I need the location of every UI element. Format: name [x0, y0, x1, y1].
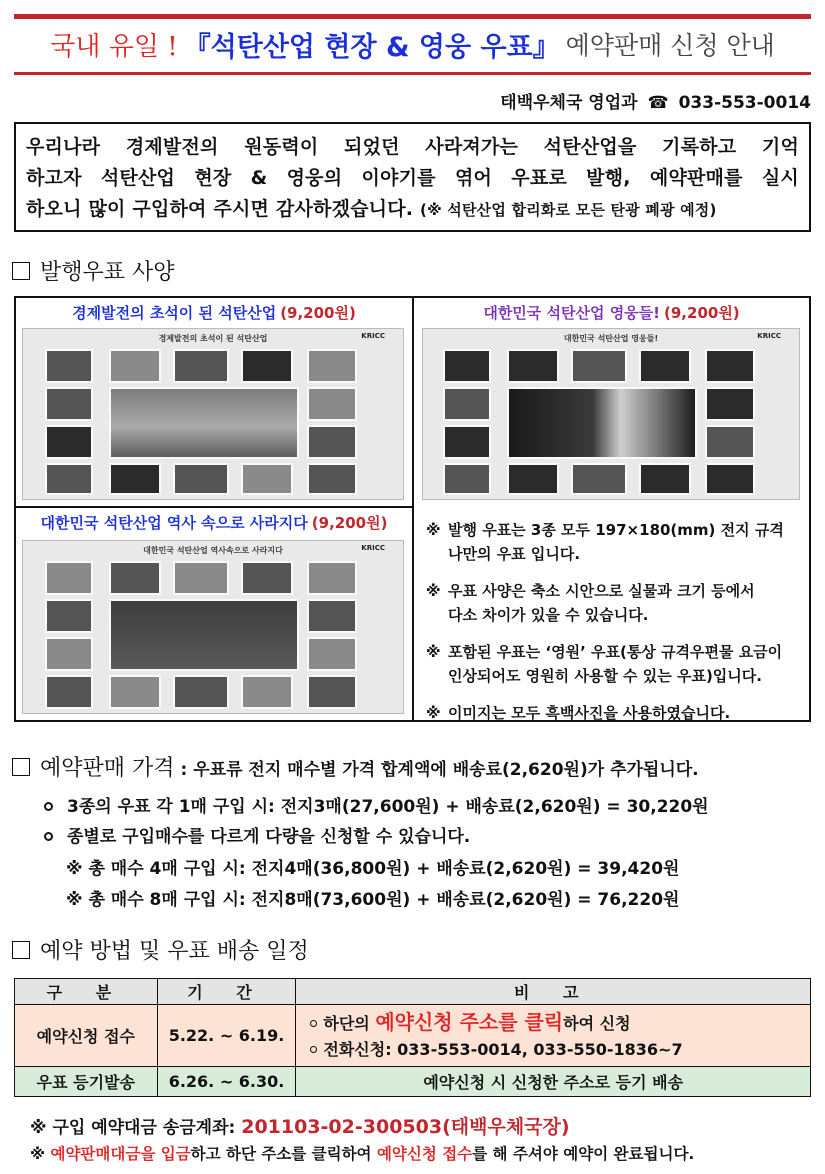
section-heading-spec: [12, 255, 175, 286]
checkbox-square-icon: [12, 758, 30, 776]
table-row: [15, 1067, 811, 1097]
bullet-circle-icon: [44, 802, 53, 811]
price-line: 3종의 우표 각 1매 구입 시: 전지3매(27,600원) + 배송료(2,620원) = 30,220원: [44, 792, 709, 817]
stamp-thumb: [639, 463, 691, 495]
table-row: [15, 1005, 811, 1067]
stamp-thumb: [307, 599, 357, 633]
stamp-thumb: [173, 349, 229, 383]
stamp-thumb: [241, 675, 293, 709]
sheet-center-photo: [109, 599, 299, 671]
stamp-thumb: [45, 561, 93, 595]
phone-number: 033-553-0014: [678, 93, 811, 113]
stamp-thumb: [507, 349, 559, 383]
stamp-thumb: [443, 387, 491, 421]
stamp-thumb: [109, 561, 161, 595]
stamp-thumb: [173, 463, 229, 495]
sheet-title: 대한민국 석탄산업 역사 속으로 사라지다 (9,200원): [40, 513, 388, 532]
reference-mark-icon: ※: [426, 643, 441, 661]
contact-line: [500, 88, 811, 113]
reference-mark-icon: ※: [30, 1145, 46, 1163]
table-header-cell: 기 간: [157, 979, 296, 1005]
stamp-thumb: [45, 349, 93, 383]
stamp-thumb: [307, 561, 357, 595]
sheet-center-photo: [507, 387, 697, 459]
intro-line-2: 하고자 석탄산업 현장 & 영웅의 이야기를 엮어 우표로 발행, 예약판매를 실시: [26, 167, 799, 189]
spec-note: ※ 우표 사양은 축소 시안으로 실물과 크기 등에서 다소 차이가 있을 수 있습니다.: [426, 579, 806, 627]
bullet-circle-icon: [310, 1046, 317, 1053]
stamp-sheet-image: [22, 328, 404, 500]
sheet-caption: 대한민국 석탄산업 역사속으로 사라지다: [143, 546, 283, 555]
page-title: [14, 22, 811, 66]
footer-instruction: ※ 예약판매대금을 입금하고 하단 주소를 클릭하여 예약신청 접수를 해 주셔야 예약이 완료됩니다.: [30, 1145, 695, 1163]
reservation-link[interactable]: 예약신청 주소를 클릭: [375, 1009, 564, 1034]
bank-account: 201103-02-300503(태백우체국장): [241, 1116, 570, 1138]
section-heading-schedule: [12, 934, 309, 965]
sheet-caption: 경제발전의 초석이 된 석탄산업: [158, 334, 268, 343]
stamp-thumb: [45, 599, 93, 633]
stamp-sheet-2: [414, 298, 809, 506]
stamp-thumb: [45, 425, 93, 459]
stamp-spec-grid: [14, 296, 811, 722]
top-rule: [14, 14, 811, 19]
sheet-caption: 대한민국 석탄산업 영웅들!: [563, 334, 659, 343]
stamp-sheet-1: [16, 298, 412, 506]
table-header-row: [15, 979, 811, 1005]
sheet-logo: KRICC: [361, 544, 385, 552]
intro-note: (※ 석탄산업 합리화로 모든 탄광 폐광 예정): [420, 201, 717, 219]
spec-note: ※ 포함된 우표는 ‘영원’ 우표(통상 규격우편물 요금이 인상되어도 영원히 사용할 수 있는 우표)입니다.: [426, 640, 806, 688]
bullet-circle-icon: [310, 1020, 317, 1027]
stamp-thumb: [443, 349, 491, 383]
stamp-thumb: [307, 425, 357, 459]
stamp-thumb: [109, 463, 161, 495]
section-title: 발행우표 사양: [40, 260, 175, 285]
sheet-title: 경제발전의 초석이 된 석탄산업 (9,200원): [72, 303, 356, 322]
office-name: 태백우체국 영업과: [500, 93, 638, 113]
stamp-thumb: [307, 637, 357, 671]
table-cell: 우표 등기발송: [15, 1067, 158, 1097]
title-prefix: 국내 유일 !: [50, 31, 178, 62]
stamp-thumb: [307, 463, 357, 495]
stamp-thumb: [705, 425, 755, 459]
stamp-thumb: [705, 387, 755, 421]
price-line: 종별로 구입매수를 다르게 다량을 신청할 수 있습니다.: [44, 822, 470, 847]
title-underline: [14, 72, 811, 75]
schedule-table: [14, 978, 811, 1097]
telephone-icon: ☎: [647, 93, 669, 113]
intro-box: [14, 122, 811, 232]
stamp-thumb: [507, 463, 559, 495]
stamp-thumb: [45, 463, 93, 495]
stamp-thumb: [307, 387, 357, 421]
price-line: ※ 총 매수 4매 구입 시: 전지4매(36,800원) + 배송료(2,620원) = 39,420원: [66, 859, 680, 879]
sheet-logo: KRICC: [361, 332, 385, 340]
stamp-thumb: [241, 349, 293, 383]
table-header-cell: 구 분: [15, 979, 158, 1005]
stamp-thumb: [307, 349, 357, 383]
table-cell: 예약신청 시 신청한 주소로 등기 배송: [296, 1067, 811, 1097]
stamp-thumb: [173, 561, 229, 595]
stamp-thumb: [241, 463, 293, 495]
sheet-title: 대한민국 석탄산업 영웅들! (9,200원): [483, 303, 740, 322]
table-cell: 예약신청 접수: [15, 1005, 158, 1067]
stamp-thumb: [45, 637, 93, 671]
sheet-price: (9,200원): [280, 303, 356, 322]
stamp-sheet-3: [16, 508, 412, 720]
stamp-sheet-image: [22, 540, 404, 714]
stamp-sheet-image: [422, 328, 800, 500]
intro-line-3: 하오니 많이 구입하여 주시면 감사하겠습니다.: [26, 198, 414, 220]
sheet-logo: KRICC: [757, 332, 781, 340]
stamp-thumb: [571, 349, 627, 383]
stamp-thumb: [241, 561, 293, 595]
stamp-thumb: [173, 675, 229, 709]
spec-notes: [426, 518, 806, 738]
stamp-thumb: [45, 387, 93, 421]
spec-note: ※ 이미지는 모두 흑백사진을 사용하였습니다.: [426, 701, 806, 725]
stamp-thumb: [109, 675, 161, 709]
intro-line-1: 우리나라 경제발전의 원동력이 되었던 사라져가는 석탄산업을 기록하고 기억: [26, 136, 799, 158]
reference-mark-icon: ※: [426, 704, 441, 722]
section-title: 예약판매 가격: [40, 756, 175, 781]
table-cell: 하단의 예약신청 주소를 클릭하여 신청 전화신청: 033-553-0014, 033-550-1836~7: [296, 1005, 811, 1067]
section-heading-price: [12, 751, 699, 782]
section-subtitle: : 우표류 전지 매수별 가격 합계액에 배송료(2,620원)가 추가됩니다.: [180, 760, 699, 780]
stamp-thumb: [705, 349, 755, 383]
checkbox-square-icon: [12, 262, 30, 280]
stamp-thumb: [443, 463, 491, 495]
stamp-thumb: [705, 463, 755, 495]
sheet-center-photo: [109, 387, 299, 459]
section-title: 예약 방법 및 우표 배송 일정: [40, 939, 309, 964]
checkbox-square-icon: [12, 941, 30, 959]
stamp-thumb: [45, 675, 93, 709]
sheet-price: (9,200원): [311, 513, 388, 532]
title-suffix: 예약판매 신청 안내: [565, 31, 775, 60]
stamp-thumb: [639, 349, 691, 383]
sheet-price: (9,200원): [664, 303, 740, 322]
price-line: ※ 총 매수 8매 구입 시: 전지8매(73,600원) + 배송료(2,620원) = 76,220원: [66, 890, 680, 910]
reference-mark-icon: ※: [426, 521, 441, 539]
bullet-circle-icon: [44, 832, 53, 841]
stamp-thumb: [443, 425, 491, 459]
reference-mark-icon: ※: [426, 582, 441, 600]
stamp-thumb: [109, 349, 161, 383]
title-main: 『석탄산업 현장 & 영웅 우표』: [183, 31, 560, 63]
stamp-thumb: [571, 463, 627, 495]
table-cell: 6.26. ~ 6.30.: [157, 1067, 296, 1097]
table-header-cell: 비 고: [296, 979, 811, 1005]
table-cell: 5.22. ~ 6.19.: [157, 1005, 296, 1067]
stamp-thumb: [307, 675, 357, 709]
spec-note: ※ 발행 우표는 3종 모두 197×180(mm) 전지 규격 나만의 우표 입니다.: [426, 518, 806, 566]
footer-account: ※ 구입 예약대금 송금계좌: 201103-02-300503(태백우체국장): [30, 1116, 570, 1138]
